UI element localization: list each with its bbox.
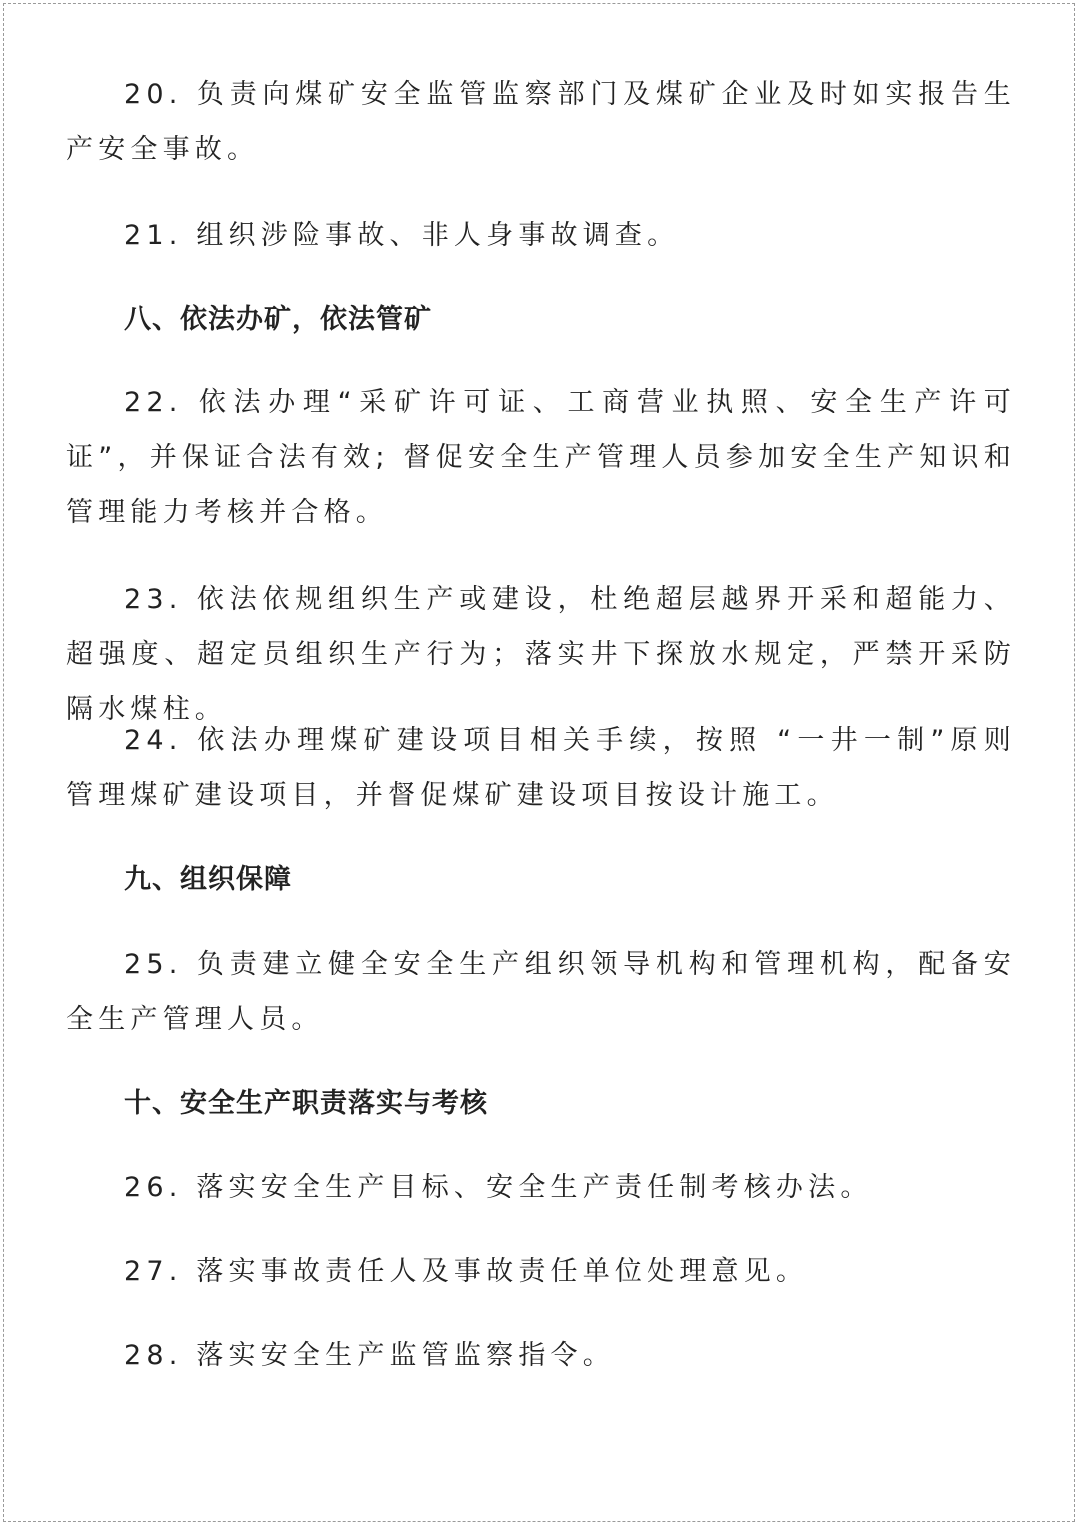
clause-26: 26. 落实安全生产目标、安全生产责任制考核办法。 (124, 1172, 873, 1203)
clause-25: 25. 负责建立健全安全生产组织领导机构和管理机构，配备安全生产管理人员。 (66, 949, 1016, 1035)
clause-20: 20. 负责向煤矿安全监管监察部门及煤矿企业及时如实报告生产安全事故。 (66, 79, 1016, 165)
clause-28: 28. 落实安全生产监管监察指令。 (124, 1340, 615, 1371)
clause-24: 24. 依法办理煤矿建设项目相关手续，按照 “一井一制”原则管理煤矿建设项目，并督促煤矿建设项目按设计施工。 (66, 725, 1016, 811)
clause-21: 21. 组织涉险事故、非人身事故调查。 (124, 220, 680, 251)
section-heading-9: 九、组织保障 (124, 864, 292, 895)
section-heading-10: 十、安全生产职责落实与考核 (124, 1088, 488, 1119)
section-heading-8: 八、依法办矿，依法管矿 (124, 304, 432, 335)
clause-27: 27. 落实事故责任人及事故责任单位处理意见。 (124, 1256, 809, 1287)
clause-22: 22. 依法办理“采矿许可证、工商营业执照、安全生产许可证”，并保证合法有效; 督促安全生产管理人员参加安全生产知识和管理能力考核并合格。 (66, 387, 1016, 528)
clause-23: 23. 依法依规组织生产或建设，杜绝超层越界开采和超能力、超强度、超定员组织生产行为；落实井下探放水规定，严禁开采防隔水煤柱。 (66, 584, 1016, 725)
